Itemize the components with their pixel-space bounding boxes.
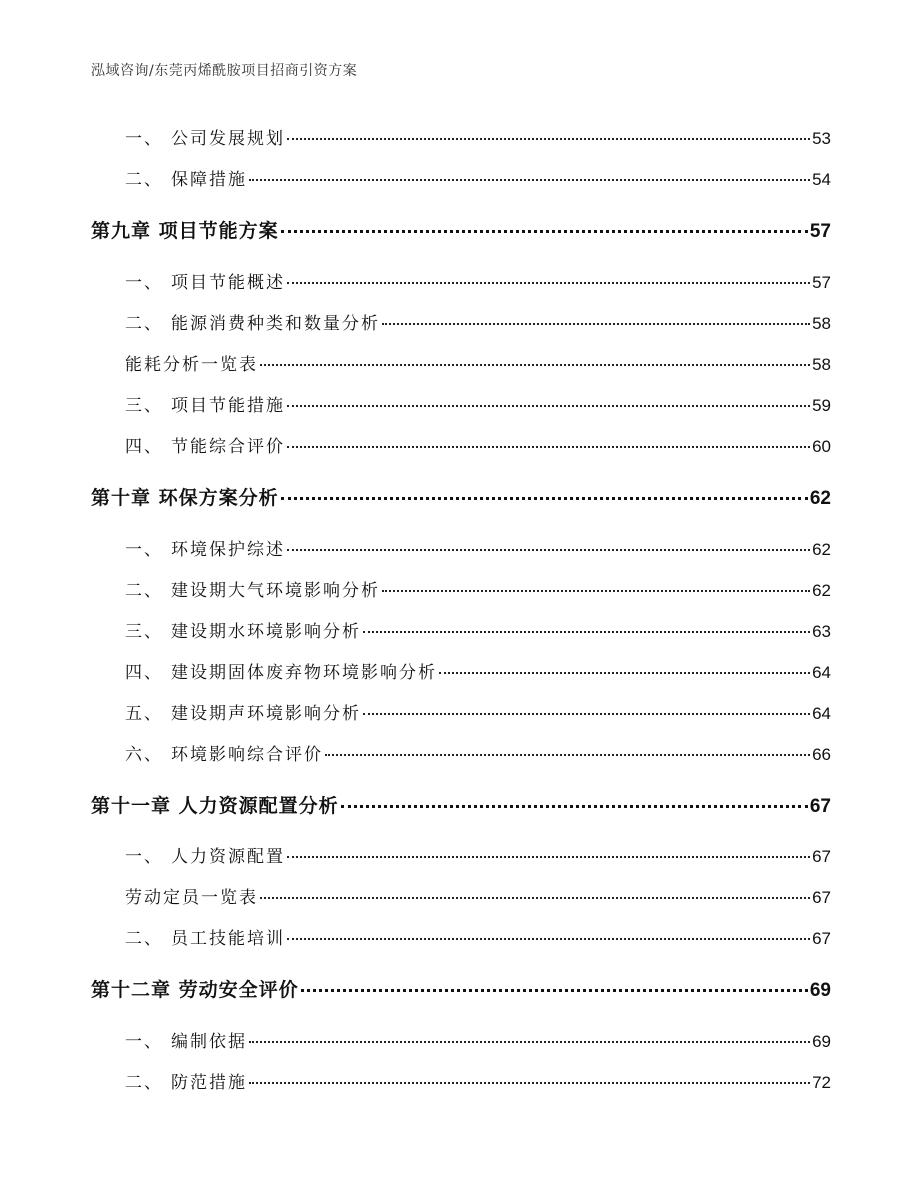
toc-entry-label bbox=[91, 350, 258, 375]
dot-leader bbox=[281, 497, 808, 500]
toc-entry-title: 建设期大气环境影响分析 bbox=[171, 581, 380, 601]
toc-entry-label bbox=[91, 432, 285, 457]
toc-entry-number: 五、 bbox=[125, 704, 163, 724]
toc-entry-number: 一、 bbox=[125, 847, 163, 867]
toc-page-number: 62 bbox=[812, 540, 831, 559]
toc-section-entry[interactable] bbox=[91, 309, 831, 334]
toc-page-number: 58 bbox=[812, 355, 831, 374]
toc-entry-label bbox=[91, 842, 285, 867]
toc-entry-title: 员工技能培训 bbox=[171, 929, 285, 949]
dot-leader bbox=[249, 1082, 810, 1084]
toc-entry-number: 二、 bbox=[125, 314, 163, 334]
toc-entry-number: 一、 bbox=[125, 540, 163, 560]
toc-entry-title: 环境保护综述 bbox=[171, 540, 285, 560]
toc-page-number: 67 bbox=[812, 847, 831, 866]
dot-leader bbox=[287, 938, 810, 940]
toc-section-entry[interactable] bbox=[91, 924, 831, 949]
toc-entry-number: 二、 bbox=[125, 581, 163, 601]
toc-entry-title: 项目节能措施 bbox=[171, 396, 285, 416]
toc-entry-title: 第九章 项目节能方案 bbox=[91, 220, 279, 242]
toc-entry-title: 第十二章 劳动安全评价 bbox=[91, 979, 299, 1001]
dot-leader bbox=[363, 631, 810, 633]
dot-leader bbox=[341, 805, 808, 808]
dot-leader bbox=[287, 138, 810, 140]
toc-entry-title: 建设期声环境影响分析 bbox=[171, 704, 361, 724]
toc-page-number: 64 bbox=[812, 704, 831, 723]
dot-leader bbox=[287, 282, 810, 284]
toc-table-entry[interactable] bbox=[91, 350, 831, 375]
toc-page-number: 64 bbox=[812, 663, 831, 682]
dot-leader bbox=[260, 364, 810, 366]
dot-leader bbox=[382, 323, 810, 325]
toc-entry-label bbox=[91, 391, 285, 416]
toc-entry-title: 第十一章 人力资源配置分析 bbox=[91, 795, 339, 817]
toc-page-number: 67 bbox=[812, 888, 831, 907]
dot-leader bbox=[287, 405, 810, 407]
toc-entry-label bbox=[91, 1068, 247, 1093]
toc-table-entry[interactable] bbox=[91, 883, 831, 908]
toc-entry-label bbox=[91, 791, 339, 818]
toc-page-number: 69 bbox=[812, 1032, 831, 1051]
toc-entry-number: 四、 bbox=[125, 663, 163, 683]
dot-leader bbox=[287, 446, 810, 448]
toc-page-number: 66 bbox=[812, 745, 831, 764]
toc-entry-number: 六、 bbox=[125, 745, 163, 765]
toc-entry-label bbox=[91, 924, 285, 949]
toc-entry-number: 四、 bbox=[125, 437, 163, 457]
toc-page-number: 57 bbox=[809, 221, 831, 242]
toc-entry-label bbox=[91, 617, 361, 642]
toc-entry-label bbox=[91, 216, 279, 243]
toc-page-number: 67 bbox=[809, 796, 831, 817]
dot-leader bbox=[287, 856, 810, 858]
toc-entry-title: 建设期水环境影响分析 bbox=[171, 622, 361, 642]
toc-section-entry[interactable] bbox=[91, 842, 831, 867]
toc-page-number: 54 bbox=[812, 170, 831, 189]
toc-entry-number: 二、 bbox=[125, 1073, 163, 1093]
toc-entry-label bbox=[91, 1027, 247, 1052]
dot-leader bbox=[287, 549, 810, 551]
toc-section-entry[interactable] bbox=[91, 268, 831, 293]
toc-entry-label bbox=[91, 699, 361, 724]
toc-entry-number: 一、 bbox=[125, 273, 163, 293]
toc-page-number: 60 bbox=[812, 437, 831, 456]
toc-entry-title: 人力资源配置 bbox=[171, 847, 285, 867]
toc-section-entry[interactable] bbox=[91, 535, 831, 560]
toc-entry-label bbox=[91, 576, 380, 601]
toc-section-entry[interactable] bbox=[91, 124, 831, 149]
toc-section-entry[interactable] bbox=[91, 1027, 831, 1052]
toc-entry-label bbox=[91, 975, 299, 1002]
toc-page-number: 62 bbox=[809, 488, 831, 509]
toc-entry-title: 项目节能概述 bbox=[171, 273, 285, 293]
toc-chapter-entry[interactable] bbox=[91, 975, 831, 1002]
toc-section-entry[interactable] bbox=[91, 658, 831, 683]
toc-page-number: 67 bbox=[812, 929, 831, 948]
toc-section-entry[interactable] bbox=[91, 576, 831, 601]
toc-page-number: 59 bbox=[812, 396, 831, 415]
toc-page-number: 63 bbox=[812, 622, 831, 641]
toc-section-entry[interactable] bbox=[91, 699, 831, 724]
toc-section-entry[interactable] bbox=[91, 740, 831, 765]
toc-entry-title: 防范措施 bbox=[171, 1073, 247, 1093]
toc-entry-label bbox=[91, 483, 279, 510]
toc-page-number: 69 bbox=[809, 980, 831, 1001]
toc-entry-number: 一、 bbox=[125, 1032, 163, 1052]
toc-section-entry[interactable] bbox=[91, 1068, 831, 1093]
toc-chapter-entry[interactable] bbox=[91, 791, 831, 818]
dot-leader bbox=[281, 230, 808, 233]
toc-entry-title: 能耗分析一览表 bbox=[125, 355, 258, 375]
toc-entry-label bbox=[91, 535, 285, 560]
toc-chapter-entry[interactable] bbox=[91, 216, 831, 243]
toc-entry-number: 二、 bbox=[125, 929, 163, 949]
toc-entry-label bbox=[91, 309, 380, 334]
toc-entry-title: 环境影响综合评价 bbox=[171, 745, 323, 765]
toc-entry-number: 一、 bbox=[125, 129, 163, 149]
dot-leader bbox=[363, 713, 810, 715]
toc-page-number: 57 bbox=[812, 273, 831, 292]
toc-entry-title: 第十章 环保方案分析 bbox=[91, 487, 279, 509]
dot-leader bbox=[439, 672, 810, 674]
toc-entry-label bbox=[91, 124, 285, 149]
toc-page-number: 72 bbox=[812, 1073, 831, 1092]
toc-entry-title: 劳动定员一览表 bbox=[125, 888, 258, 908]
toc-entry-title: 编制依据 bbox=[171, 1032, 247, 1052]
toc-page-number: 53 bbox=[812, 129, 831, 148]
toc-entry-number: 三、 bbox=[125, 622, 163, 642]
toc-section-entry[interactable] bbox=[91, 432, 831, 457]
page-header: 泓域咨询/东莞丙烯酰胺项目招商引资方案 bbox=[91, 63, 358, 79]
toc-entry-label bbox=[91, 165, 247, 190]
toc-entry-title: 节能综合评价 bbox=[171, 437, 285, 457]
toc-entry-title: 建设期固体废弃物环境影响分析 bbox=[171, 663, 437, 683]
toc-entry-number: 二、 bbox=[125, 170, 163, 190]
toc-chapter-entry[interactable] bbox=[91, 483, 831, 510]
toc-entry-label bbox=[91, 883, 258, 908]
toc-entry-number: 三、 bbox=[125, 396, 163, 416]
toc-page-number: 62 bbox=[812, 581, 831, 600]
toc-entry-title: 保障措施 bbox=[171, 170, 247, 190]
toc-entry-label bbox=[91, 268, 285, 293]
dot-leader bbox=[301, 989, 808, 992]
toc-entry-title: 能源消费种类和数量分析 bbox=[171, 314, 380, 334]
toc-entry-title: 公司发展规划 bbox=[171, 129, 285, 149]
toc-section-entry[interactable] bbox=[91, 391, 831, 416]
dot-leader bbox=[249, 1041, 810, 1043]
dot-leader bbox=[249, 179, 810, 181]
dot-leader bbox=[382, 590, 810, 592]
toc-section-entry[interactable] bbox=[91, 617, 831, 642]
toc-entry-label bbox=[91, 658, 437, 683]
dot-leader bbox=[260, 897, 810, 899]
toc-entry-label bbox=[91, 740, 323, 765]
toc-section-entry[interactable] bbox=[91, 165, 831, 190]
toc-page-number: 58 bbox=[812, 314, 831, 333]
dot-leader bbox=[325, 754, 810, 756]
